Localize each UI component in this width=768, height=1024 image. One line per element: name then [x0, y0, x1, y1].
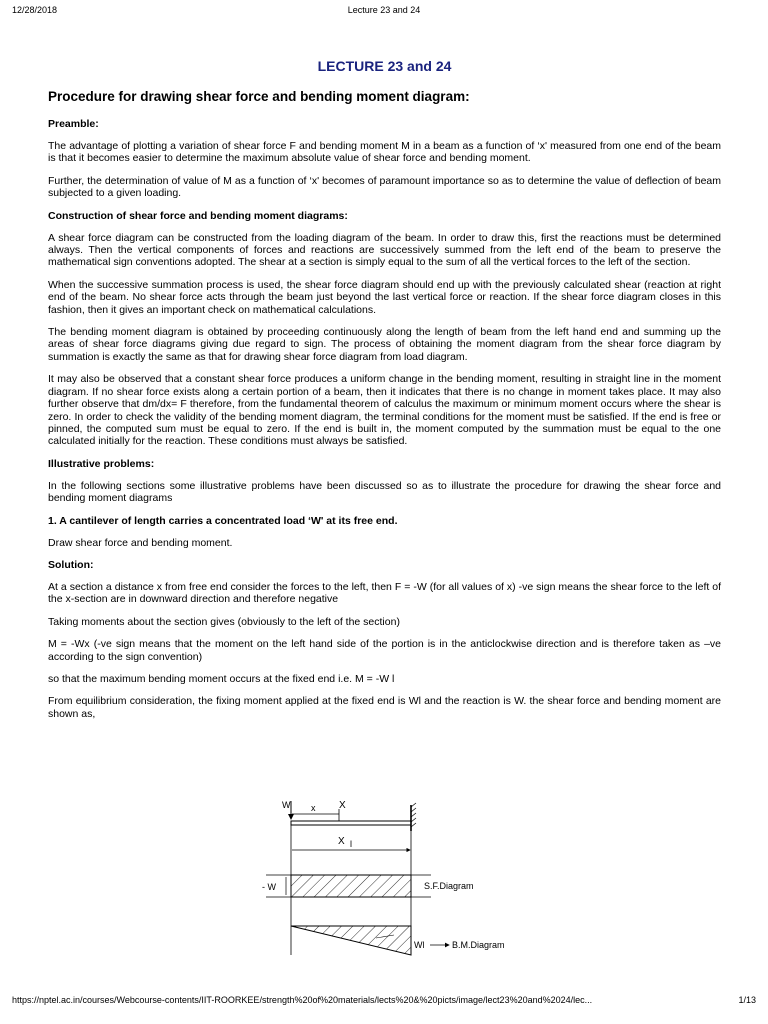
beam	[291, 821, 411, 825]
problem-1-statement: Draw shear force and bending moment.	[48, 536, 233, 549]
solution-heading: Solution:	[48, 558, 94, 571]
lecture-title: LECTURE 23 and 24	[317, 58, 452, 74]
bm-diagram-label: B.M.Diagram	[452, 940, 505, 950]
illustrative-heading: Illustrative problems:	[48, 457, 155, 470]
construction-paragraph-2: When the successive summation process is used, the shear force diagram should end up with the previously calculated shear (reaction at right end of the beam. No shear force acts through the beam just beyond the last vertical force or reaction. If the shear force diagram closes in this fashion, then it gives an important check on mathematical calculations.	[48, 278, 721, 316]
preamble-paragraph-1: The advantage of plotting a variation of shear force F and bending moment M in a beam as a function of ‘x' measured from one end of the beam is that it becomes easier to determine the maximum absolute value of shear force and bending moment.	[48, 140, 721, 165]
browser-print-date: 12/28/2018	[12, 5, 58, 15]
load-label: W	[282, 800, 291, 810]
x-dimension-label: x	[311, 803, 316, 813]
bending-moment-area	[291, 926, 411, 955]
construction-paragraph-3: The bending moment diagram is obtained by proceeding continuously along the length of beam from the left hand end and summing up the areas of shear force diagrams giving due regard to sign. The process of obtaining the moment diagram from the shear force diagram by summation is exactly the same as that for drawing shear force diagram from load diagram.	[48, 326, 721, 363]
browser-print-url: https://nptel.ac.in/courses/Webcourse-contents/IIT-ROORKEE/strength%20of%20materials/lects%20&%20picts/image/lect23%20and%2024/lec...	[12, 995, 593, 1005]
section-label: X	[339, 800, 346, 811]
lower-x-label: X	[338, 836, 345, 847]
cantilever-sf-bm-diagram	[246, 795, 516, 960]
shear-value-label: - W	[262, 882, 276, 892]
illustrative-paragraph: In the following sections some illustrative problems have been discussed so as to illustrate the procedure for drawing the shear force and bending moment diagrams	[48, 479, 721, 505]
solution-paragraph-5: From equilibrium consideration, the fixing moment applied at the fixed end is Wl and the reaction is W. the shear force and bending moment are shown as,	[48, 695, 721, 720]
solution-paragraph-2: Taking moments about the section gives (obviously to the left of the section)	[48, 615, 400, 628]
document-body	[48, 58, 721, 730]
solution-paragraph-3: M = -Wx (-ve sign means that the moment on the left hand side of the portion is in the anticlockwise direction and is therefore taken as –ve according to the sign convention)	[48, 638, 721, 663]
shear-force-area	[291, 875, 411, 897]
browser-print-page-number: 1/13	[738, 995, 756, 1005]
construction-heading: Construction of shear force and bending moment diagrams:	[48, 209, 348, 222]
bm-value-label: Wl	[414, 940, 425, 950]
solution-paragraph-4: so that the maximum bending moment occurs at the fixed end i.e. M = -W l	[48, 672, 395, 685]
sf-diagram-label: S.F.Diagram	[424, 881, 474, 891]
main-heading: Procedure for drawing shear force and bending moment diagram:	[48, 89, 470, 104]
preamble-paragraph-2: Further, the determination of value of M as a function of ‘x' becomes of paramount importance so as to determine the value of deflection of beam subjected to a given loading.	[48, 174, 721, 200]
length-label: l	[350, 839, 352, 849]
browser-print-title: Lecture 23 and 24	[347, 5, 421, 15]
problem-1-heading: 1. A cantilever of length carries a concentrated load ‘W' at its free end.	[48, 514, 398, 527]
construction-paragraph-4: It may also be observed that a constant shear force produces a uniform change in the bending moment, resulting in straight line in the moment diagram. If no shear force exists along a certain portion of a beam, then it indicates that there is no change in moment takes place. It may also further observe that dm/dx= F therefore, from the fundamental theorem of calculus the maximum or minimum moment occurs where the shear is zero. In order to check the validity of the bending moment diagram, the terminal conditions for the moment must be satisfied. If the end is free or pinned, the computed sum must be equal to zero. If the end is built in, the moment computed by the summation must be equal to the one calculated initially for the reaction. These conditions must always be satisfied.	[48, 373, 721, 448]
construction-paragraph-1: A shear force diagram can be constructed from the loading diagram of the beam. In order to draw this, first the reactions must be determined always. Then the vertical components of forces and reactions are successively summed from the left end of the beam to preserve the mathematical sign conventions adopted. The shear at a section is simply equal to the sum of all the vertical forces to the left of the section.	[48, 231, 721, 269]
solution-paragraph-1: At a section a distance x from free end consider the forces to the left, then F = -W (for all values of x) -ve sign means the shear force to the left of the x-section are in downward direction and therefore negative	[48, 580, 721, 606]
preamble-heading: Preamble:	[48, 118, 99, 130]
